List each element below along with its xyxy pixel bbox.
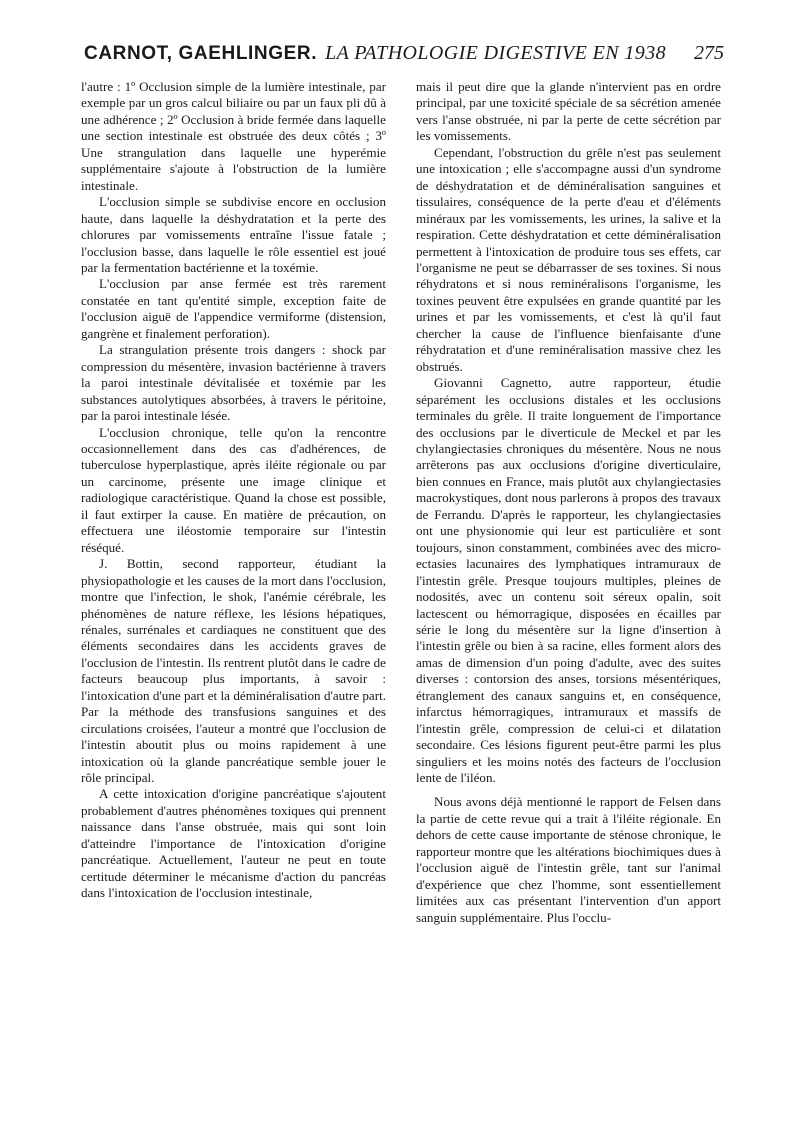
paragraph: Giovanni Cagnetto, autre rapporteur, étudie séparément les occlusions distales et les occlusions terminales du grêle. Il traite longuement de l'importance des occlusions par le diverticule de Meckel et par les chylangiectasies chroniques du mésentère. Nous ne nous arrêterons pas aux occlusions d'origine diverticulaire, bien connues en France, mais plutôt aux chylangiectasies macrokystiques, dont nous parlerons à propos des travaux de Ferrandu. D'après le rapporteur, les chylangiectasies ont une physionomie qui leur est particulière et sont toujours, sinon constamment, combinées avec des micro-ectasies lacunaires des lymphatiques intramuraux de l'intestin grêle. Presque toujours multiples, pleines de nodosités, avec un contenu soit séreux opalin, soit lactescent ou hémorragique, disposées en écailles par série le long du mésentère sur la ligne d'insertion à l'intestin grêle ou bien à sa racine, elles forment alors des amas de dimension d'un poing d'adulte, avec des suites diverses : contorsion des anses, torsions mésentériques, étranglement des canaux sanguins et, en conséquence, infarctus hémorragiques, intramuraux et massifs de l'intestin grêle, compression de celui-ci et dilatation secondaire. Ces lésions figurent peut-être parmi les plus singuliers et les moins notés des facteurs de l'occlusion lente de l'iléon. bbox=[416, 375, 721, 786]
paragraph: L'occlusion par anse fermée est très rarement constatée en tant qu'entité simple, exception faite de l'occlusion aiguë de l'appendice vermiforme (distension, gangrène et finalement perforation). bbox=[81, 276, 386, 341]
header-authors: CARNOT, GAEHLINGER. bbox=[84, 43, 318, 64]
paragraph: A cette intoxication d'origine pancréatique s'ajoutent probablement d'autres phénomènes toxiques qui prennent naissance dans l'anse obstruée, mais qui sont loin d'atteindre l'importance de l'intoxication d'origine pancréatique. Actuellement, l'auteur ne peut en toute certitude déterminer le mécanisme d'action du pancréas dans l'intoxication de l'occlusion intestinale, bbox=[81, 786, 386, 901]
right-column bbox=[416, 79, 721, 926]
paragraph: Cependant, l'obstruction du grêle n'est pas seulement une intoxication ; elle s'accompagne aussi d'un syndrome de déshydratation et de déminéralisation sanguines et tissulaires, conséquence de la perte d'eau et d'éléments minéraux par les vomissements, les urines, la salive et la respiration. Cette déshydratation et cette déminéralisation permettent à l'intoxication de produire tous ses effets, car l'organisme ne peut se débarrasser de ses toxines. Si nous réhydratons et si nous reminéralisons l'organisme, les toxines peuvent être expulsées en grande quantité par les urines et par les vomissements, et c'est là qu'il faut chercher la cause de l'influence bienfaisante d'une réhydratation et d'une reminéralisation massive chez les obstrués. bbox=[416, 144, 721, 374]
paragraph: L'occlusion simple se subdivise encore en occlusion haute, dans laquelle la déshydratation et la perte des chlorures par vomissements entraîne l'issue fatale ; l'occlusion basse, dans laquelle le rôle essentiel est joué par la fermentation bactérienne et la toxémie. bbox=[81, 194, 386, 275]
paragraph: Nous avons déjà mentionné le rapport de Felsen dans la partie de cette revue qui a trait à l'iléite régionale. En dehors de cette cause importante de sténose chronique, le rapporteur montre que les altérations biochimiques dues à l'occlusion aiguë de l'intestin grêle, tant sur l'animal d'expérience que chez l'homme, sont essentiellement limitées aux cas présentant l'intervention d'un apport sanguin supplémentaire. Plus l'occlu- bbox=[416, 794, 721, 925]
paragraph: La strangulation présente trois dangers : shock par compression du mésentère, invasion bactérienne à travers la paroi intestinale dévitalisée et toxémie par les substances autolytiques absorbées, à travers le péritoine, par la paroi intestinale lésée. bbox=[81, 342, 386, 424]
running-header bbox=[84, 42, 724, 76]
paragraph: J. Bottin, second rapporteur, étudiant la physiopathologie et les causes de la mort dans l'occlusion, montre que l'infection, le shok, l'anémie cérébrale, les phénomènes de nature réflexe, les lésions hépatiques, rénales, surrénales et cardiaques ne constituent que des éléments secondaires dans les accidents graves de l'occlusion de l'intestin. Ils rentrent plutôt dans le cadre de facteurs beaucoup plus importants, à savoir : l'intoxication d'une part et la déminéralisation d'autre part. Par la méthode des transfusions sanguines et des circulations croisées, l'auteur a montré que l'occlusion de l'intestin aboutit plus ou moins rapidement à une intoxication où la glande pancréatique semble jouer le rôle principal. bbox=[81, 556, 386, 786]
paragraph: mais il peut dire que la glande n'intervient pas en ordre principal, par une toxicité spéciale de sa sécrétion amenée vers l'anse obstruée, ni par la perte de cette sécrétion par les vomissements. bbox=[416, 79, 721, 144]
left-column bbox=[81, 79, 386, 902]
page-number: 275 bbox=[694, 42, 724, 64]
paragraph: l'autre : 1º Occlusion simple de la lumière intestinale, par exemple par un gros calcul biliaire ou par un faux pli dû à une adhérence ; 2º Occlusion à bride fermée dans laquelle une section intestinale est obstruée des deux côtés ; 3º Une strangulation dans laquelle une hyperémie supplémentaire s'ajoute à l'obstruction de la lumière intestinale. bbox=[81, 79, 386, 193]
header-title: LA PATHOLOGIE DIGESTIVE EN 1938 bbox=[325, 42, 667, 64]
paragraph: L'occlusion chronique, telle qu'on la rencontre occasionnellement dans des cas d'adhérences, de tuberculose hyperplastique, après iléite régionale ou par un carcinome, présente une image clinique et radiologique caractéristique. Quand la chose est possible, il faut extirper la cause. En matière de précaution, on effectuera une iléostomie temporaire sur l'intestin réséqué. bbox=[81, 424, 386, 555]
